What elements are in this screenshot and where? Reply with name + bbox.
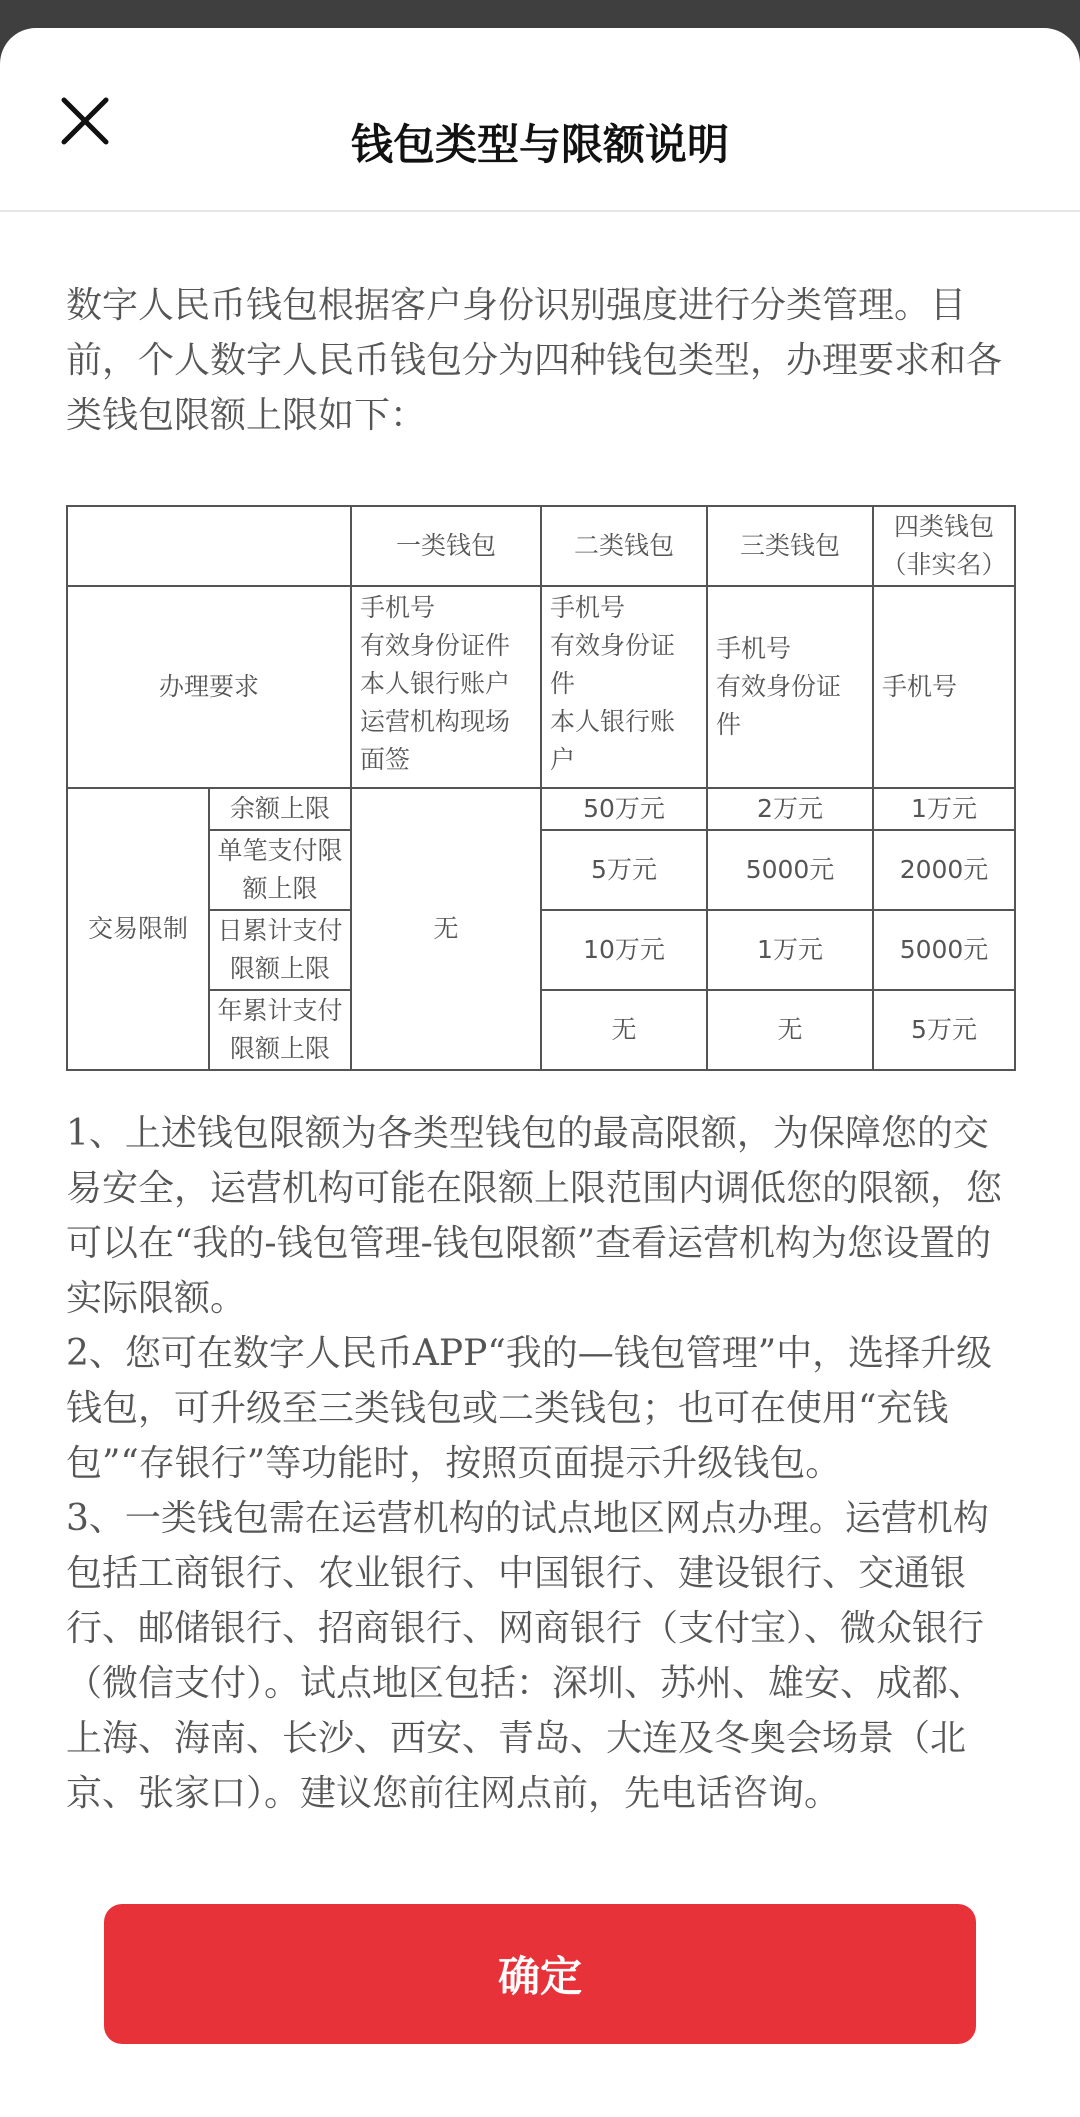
limit-value: 5万元 [873, 990, 1015, 1070]
page-title: 钱包类型与限额说明 [350, 120, 729, 169]
limit-value: 5万元 [541, 830, 707, 910]
limit-value: 2000元 [873, 830, 1015, 910]
requirement-wallet-4: 手机号 [873, 586, 1015, 788]
note-item: 3、一类钱包需在运营机构的试点地区网点办理。运营机构包括工商银行、农业银行、中国银行、建设银行、交通银行、邮储银行、招商银行、网商银行（支付宝）、微众银行（微信支付）。试点地区包括：深圳、苏州、雄安、成都、上海、海南、长沙、西安、青岛、大连及冬奥会场景（北京、张家口）。建议您前往网点前，先电话咨询。 [66, 1498, 989, 1814]
status-bar-backdrop [0, 0, 1080, 30]
header-wallet-1: 一类钱包 [351, 506, 541, 586]
intro-text: 数字人民币钱包根据客户身份识别强度进行分类管理。目前，个人数字人民币钱包分为四种钱包类型，办理要求和各类钱包限额上限如下： [66, 285, 1003, 436]
bottom-sheet [0, 28, 1080, 2117]
limit-value: 1万元 [707, 910, 873, 990]
table-corner-cell [67, 506, 351, 586]
wallet-limits-table [66, 505, 1016, 1071]
limit-value: 1万元 [873, 788, 1015, 830]
limit-row-label: 年累计支付限额上限 [209, 990, 351, 1070]
limit-value: 50万元 [541, 788, 707, 830]
limits-label: 交易限制 [67, 788, 209, 1070]
requirement-wallet-2: 手机号 有效身份证件 本人银行账户 [541, 586, 707, 788]
confirm-button[interactable]: 确定 [104, 1904, 976, 2044]
note-item: 1、上述钱包限额为各类型钱包的最高限额，为保障您的交易安全，运营机构可能在限额上限范围内调低您的限额，您可以在“我的-钱包管理-钱包限额”查看运营机构为您设置的实际限额。 [66, 1113, 1003, 1319]
requirement-wallet-3: 手机号 有效身份证件 [707, 586, 873, 788]
header-wallet-4: 四类钱包 （非实名） [873, 506, 1015, 586]
sheet-header [0, 28, 1080, 212]
limit-value: 5000元 [707, 830, 873, 910]
wallet-1-limit-value: 无 [351, 788, 541, 1070]
limit-row-label: 余额上限 [209, 788, 351, 830]
requirement-wallet-1: 手机号 有效身份证件 本人银行账户 运营机构现场面签 [351, 586, 541, 788]
limit-value: 10万元 [541, 910, 707, 990]
limit-value: 2万元 [707, 788, 873, 830]
note-item: 2、您可在数字人民币APP“我的—钱包管理”中，选择升级钱包，可升级至三类钱包或二类钱包；也可在使用“充钱包”“存银行”等功能时，按照页面提示升级钱包。 [66, 1333, 993, 1484]
notes-section [66, 1106, 1018, 1821]
limit-row-label: 日累计支付限额上限 [209, 910, 351, 990]
header-wallet-2: 二类钱包 [541, 506, 707, 586]
limit-value: 5000元 [873, 910, 1015, 990]
limit-row-label: 单笔支付限额上限 [209, 830, 351, 910]
limit-value: 无 [707, 990, 873, 1070]
limit-value: 无 [541, 990, 707, 1070]
header-wallet-3: 三类钱包 [707, 506, 873, 586]
requirements-label: 办理要求 [67, 586, 351, 788]
